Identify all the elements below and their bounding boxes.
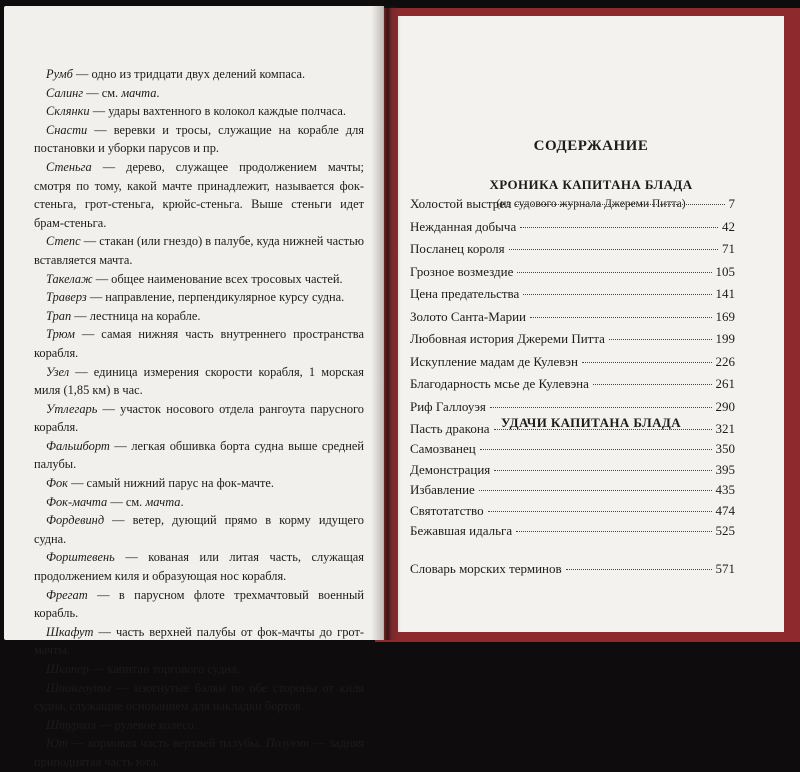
toc-entry-title: Словарь морских терминов xyxy=(410,561,562,576)
glossary-definition: — дерево, служащее продолжением мачты; смотря по тому, какой мачте принадлежит, называется фок-стеньга, грот-стеньга, крюйс-стеньга. Выше стеньги идет брам-стеньга. xyxy=(34,159,364,230)
glossary-definition: — участок носового отдела рангоута парусного корабля. xyxy=(34,401,364,435)
glossary-entry xyxy=(34,158,364,232)
glossary-entry xyxy=(34,734,364,771)
toc-entry-page: 42 xyxy=(722,218,735,234)
toc-entry-title: Нежданная добыча xyxy=(410,218,517,234)
dot-leader xyxy=(488,511,712,512)
glossary-definition: — ветер, дующий прямо в корму идущего судна. xyxy=(34,513,364,546)
toc-entry[interactable] xyxy=(410,482,735,500)
glossary-definition: — стакан (или гнездо) в палубе, куда нижней частью вставляется мачта. xyxy=(34,234,364,267)
toc-entry[interactable] xyxy=(410,241,735,259)
glossary-entry xyxy=(34,307,364,326)
toc-entry-page: 71 xyxy=(722,241,735,256)
dot-leader xyxy=(566,569,712,570)
glossary-reference: Полуют xyxy=(265,736,309,751)
dot-leader xyxy=(490,407,712,408)
toc-entry-title: Посланец короля xyxy=(410,241,505,256)
toc-entry[interactable] xyxy=(410,196,735,214)
toc-entry-page: 261 xyxy=(715,376,735,391)
toc-entry[interactable] xyxy=(410,421,735,439)
dot-leader xyxy=(494,470,711,471)
glossary-definition: — самый нижний парус на фок-мачте. xyxy=(67,476,274,491)
section-heading-chronicle: ХРОНИКА КАПИТАНА БЛАДА xyxy=(489,177,693,192)
glossary-term: Салинг xyxy=(46,85,84,100)
glossary-definition: — кованая или литая часть, служащая продолжением киля и образующая нос корабля. xyxy=(34,550,364,584)
glossary-term: Фок xyxy=(46,476,68,491)
glossary-entry xyxy=(34,84,364,103)
toc-entry[interactable] xyxy=(410,286,735,304)
glossary-definition: — удары вахтенного в колокол каждые полчаса. xyxy=(89,104,346,119)
dot-leader xyxy=(479,490,712,491)
toc-entry-title: Холостой выстрел xyxy=(410,196,512,211)
glossary-definition: — общее наименование всех тросовых частей. xyxy=(92,271,343,286)
glossary-term: Такелаж xyxy=(46,271,93,286)
toc-entry[interactable] xyxy=(410,309,735,327)
glossary-entry xyxy=(34,660,364,679)
glossary-term: Склянки xyxy=(46,104,90,119)
toc-entry-page: 350 xyxy=(715,441,735,457)
toc-entry-page: 199 xyxy=(715,331,735,346)
glossary-entry xyxy=(34,716,364,735)
glossary-definition-tail: . xyxy=(180,494,184,509)
glossary-list xyxy=(34,65,364,772)
toc-entry-title: Святотатство xyxy=(410,502,484,518)
glossary-definition: — легкая обшивка борта судна выше средней палубы. xyxy=(34,438,364,472)
glossary-definition: — единица измерения скорости корабля, 1 морская миля (1,85 км) в час. xyxy=(34,364,364,398)
toc-entry[interactable] xyxy=(410,219,735,237)
glossary-term: Снасти xyxy=(46,122,88,137)
dot-leader xyxy=(494,429,712,430)
toc-entry[interactable] xyxy=(410,399,735,417)
glossary-definition: — рулевое колесо. xyxy=(96,717,197,732)
toc-entry[interactable] xyxy=(410,376,735,394)
section-heading-fortunes: УДАЧИ КАПИТАНА БЛАДА xyxy=(500,415,682,430)
toc-entry-page: 474 xyxy=(715,502,735,518)
toc-entry-title: Риф Галлоуэя xyxy=(410,398,486,414)
toc-entry-page: 435 xyxy=(715,482,735,498)
glossary-term: Шкафут xyxy=(46,624,94,639)
glossary-definition: — одно из тридцати двух делений компаса. xyxy=(72,67,306,81)
dot-leader xyxy=(523,294,711,295)
glossary-entry xyxy=(34,363,364,400)
glossary-entry xyxy=(34,400,364,437)
glossary-reference: мачта xyxy=(145,494,181,509)
glossary-definition: — лестница на корабле. xyxy=(71,308,201,323)
glossary-definition: — направление, перпендикулярное курсу судна. xyxy=(86,290,345,305)
glossary-entry xyxy=(34,679,364,716)
glossary-term: Фрегат xyxy=(46,587,88,602)
section-subheading: (из судового журнала Джереми Питта) xyxy=(496,198,686,210)
toc-title: СОДЕРЖАНИЕ xyxy=(533,138,649,154)
dot-leader xyxy=(517,272,711,273)
toc-entry-title: Золото Санта-Марии xyxy=(410,308,526,324)
toc-entry-title: Грозное возмездие xyxy=(410,263,514,279)
glossary-term: Трап xyxy=(46,308,72,323)
toc-entry-page: 525 xyxy=(715,523,735,538)
glossary-entry xyxy=(34,102,364,121)
toc-entry-dictionary[interactable] xyxy=(410,561,735,579)
left-page xyxy=(4,6,384,769)
glossary-reference: мачта xyxy=(121,85,157,100)
toc-entry-title: Избавление xyxy=(410,482,475,498)
toc-entry-page: 321 xyxy=(715,421,735,436)
glossary-entry xyxy=(34,270,364,289)
glossary-entry xyxy=(34,121,364,158)
glossary-definition-tail: — задняя приподнятая часть юта. xyxy=(34,736,364,769)
toc-entry-page: 105 xyxy=(715,263,735,279)
toc-entry-title: Самозванец xyxy=(410,441,476,457)
glossary-term: Форштевень xyxy=(46,550,115,565)
glossary-definition: — кормовая часть верхней палубы. xyxy=(67,736,266,751)
glossary-definition: — капитан торгового судна. xyxy=(88,662,240,676)
glossary-definition: — см. xyxy=(83,85,122,100)
toc-entry-page: 141 xyxy=(715,286,735,301)
glossary-entry xyxy=(34,493,364,512)
dot-leader xyxy=(582,362,712,363)
glossary-definition: — см. xyxy=(107,494,146,509)
dot-leader xyxy=(480,449,712,450)
glossary-definition: — часть верхней палубы от фок-мачты до грот-мачты. xyxy=(34,624,364,658)
glossary-term: Румб xyxy=(46,67,73,81)
dot-leader xyxy=(530,317,712,318)
toc-entry[interactable] xyxy=(410,523,735,541)
toc-entry-title: Бежавшая идальга xyxy=(410,523,513,538)
glossary-definition: — изогнутые балки по обе стороны от киля судна, служащие основанием для накладки бортов. xyxy=(34,680,364,714)
glossary-entry xyxy=(34,288,364,307)
toc-entry-page: 571 xyxy=(715,561,735,576)
toc-entry[interactable] xyxy=(410,441,735,459)
toc-entry-page: 169 xyxy=(715,308,735,324)
glossary-definition: — веревки и тросы, служащие на корабле для постановки и уборки парусов и пр. xyxy=(34,122,364,156)
glossary-entry xyxy=(34,437,364,474)
glossary-term: Фок-мачта xyxy=(46,494,108,509)
glossary-entry xyxy=(34,325,364,362)
glossary-term: Трюм xyxy=(46,327,75,342)
toc-entry-title: Демонстрация xyxy=(410,461,491,477)
glossary-term: Шкипер xyxy=(46,662,89,676)
glossary-term: Фальшборт xyxy=(46,438,110,453)
glossary-entry xyxy=(34,623,364,660)
glossary-term: Шпангоуты xyxy=(46,680,112,695)
dot-leader xyxy=(515,204,724,205)
toc-entry-page: 226 xyxy=(715,353,735,369)
glossary-term: Штурвал xyxy=(46,717,96,732)
toc-entry[interactable] xyxy=(410,462,735,480)
toc-entry-page: 290 xyxy=(715,398,735,414)
dot-leader xyxy=(593,384,712,385)
toc-entry[interactable] xyxy=(410,354,735,372)
glossary-entry xyxy=(34,548,364,585)
toc-entry-title: Любовная история Джереми Питта xyxy=(410,331,605,346)
glossary-entry xyxy=(34,232,364,269)
glossary-term: Стеньга xyxy=(46,159,92,174)
glossary-term: Степс xyxy=(46,234,81,249)
glossary-entry xyxy=(34,586,364,623)
right-page xyxy=(398,16,784,632)
glossary-term: Утлегарь xyxy=(46,401,98,416)
toc-entry[interactable] xyxy=(410,503,735,521)
toc-entry[interactable] xyxy=(410,331,735,349)
toc-entry-page: 7 xyxy=(728,196,735,211)
toc-entry-page: 395 xyxy=(715,461,735,477)
toc-entry-title: Цена предательства xyxy=(410,286,520,301)
book-gutter xyxy=(371,6,401,640)
toc-entry-title: Искупление мадам де Кулевэн xyxy=(410,353,578,369)
glossary-term: Узел xyxy=(46,364,70,379)
glossary-definition-tail: . xyxy=(156,85,160,100)
glossary-term: Траверз xyxy=(46,290,87,305)
toc-entry-title: Благодарность мсье де Кулевэна xyxy=(410,376,589,391)
dot-leader xyxy=(509,249,718,250)
glossary-definition: — самая нижняя часть внутреннего пространства корабля. xyxy=(34,327,364,360)
glossary-entry xyxy=(34,511,364,548)
glossary-definition: — в парусном флоте трехмачтовый военный корабль. xyxy=(34,587,364,621)
glossary-entry xyxy=(34,474,364,493)
glossary-term: Ют xyxy=(46,736,68,751)
dot-leader xyxy=(520,227,718,228)
toc-entry-title: Пасть дракона xyxy=(410,421,490,436)
dot-leader xyxy=(609,339,712,340)
toc-entry[interactable] xyxy=(410,264,735,282)
glossary-entry xyxy=(34,65,364,84)
dot-leader xyxy=(516,531,711,532)
glossary-term: Фордевинд xyxy=(46,513,105,528)
